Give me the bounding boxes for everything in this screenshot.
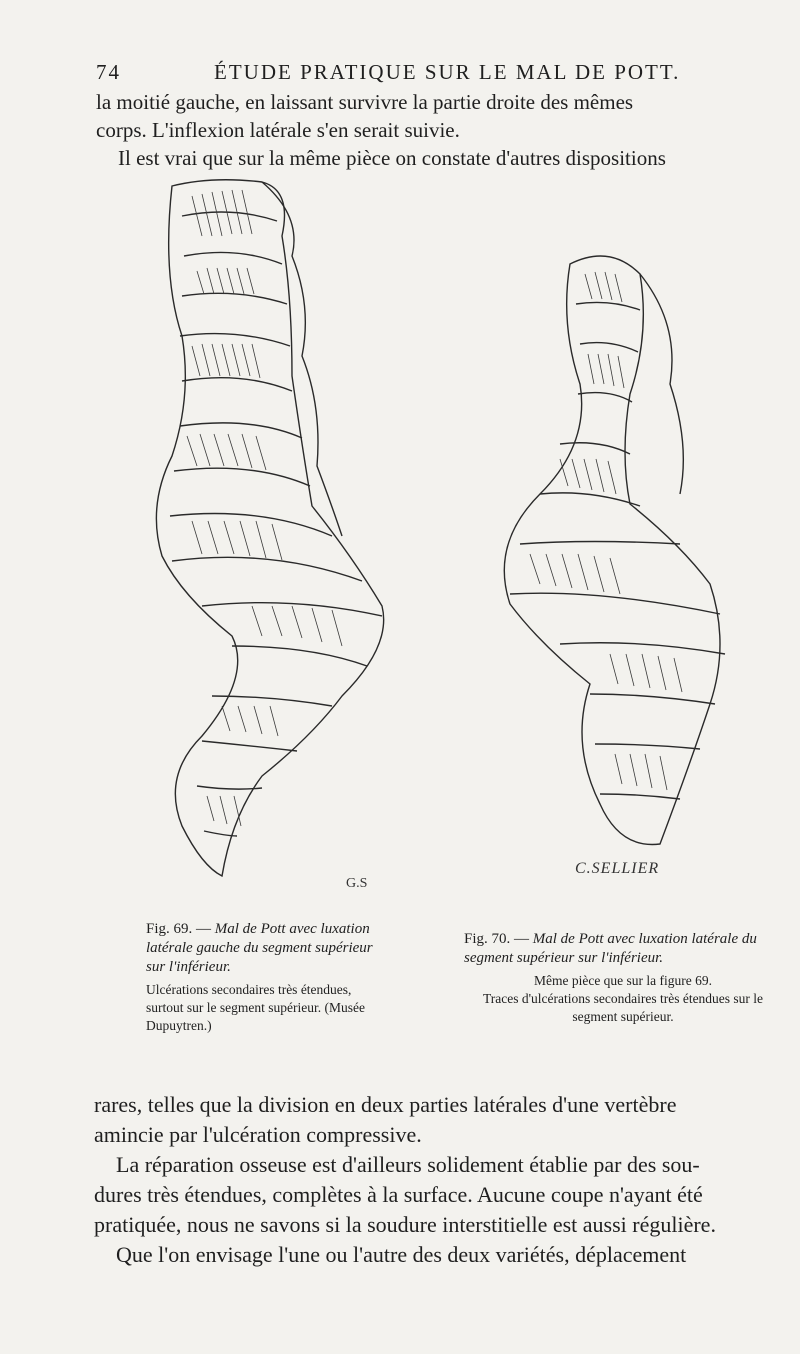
text-line: La réparation osseuse est d'ailleurs solidement établie par des sou- [116,1152,700,1177]
figure-title: Mal de Pott avec luxation latérale gauche du segment supérieur sur l'inférieur. [146,921,373,975]
figure-description [464,972,782,1026]
engraver-signature: C.SELLIER [575,860,660,877]
top-paragraph [96,88,778,172]
text-line: la moitié gauche, en laissant survivre la partie droite des mêmes [96,90,634,114]
engraver-mark: G.S [346,876,368,891]
text-line: pratiquée, nous ne savons si la soudure interstitielle est aussi régulière. [94,1212,716,1237]
figure-70-spine-engraving [480,244,776,858]
figure-description: Ulcérations secondaires très étendues, surtout sur le segment supérieur. (Musée Dupuytren.) [146,982,365,1033]
page-number: 74 [96,60,121,84]
running-title: ÉTUDE PRATIQUE SUR LE MAL DE POTT. [214,60,681,84]
text-line: Que l'on envisage l'une ou l'autre des deux variétés, déplacement [116,1242,687,1267]
figure-title: Mal de Pott avec luxation latérale du segment supérieur sur l'inférieur. [464,931,757,966]
text-line: Il est vrai que sur la même pièce on constate d'autres dispositions [118,146,666,170]
text-line: dures très étendues, complètes à la surface. Aucune coupe n'ayant été [94,1182,703,1207]
description-line: Même pièce que sur la figure 69. [533,973,713,988]
figure-label: Fig. 69. — [146,921,212,937]
text-line: amincie par l'ulcération compressive. [94,1122,422,1147]
text-line: corps. L'inflexion latérale s'en serait suivie. [96,118,460,142]
figure-70-caption [464,930,782,1026]
body-paragraph [94,1090,782,1270]
figure-69-spine-engraving [142,176,402,908]
figure-69-caption [146,920,376,1035]
text-line: rares, telles que la division en deux parties latérales d'une vertèbre [94,1092,677,1117]
figure-label: Fig. 70. — [464,931,530,947]
description-line: Traces d'ulcérations secondaires très étendues sur le segment supérieur. [482,991,764,1024]
